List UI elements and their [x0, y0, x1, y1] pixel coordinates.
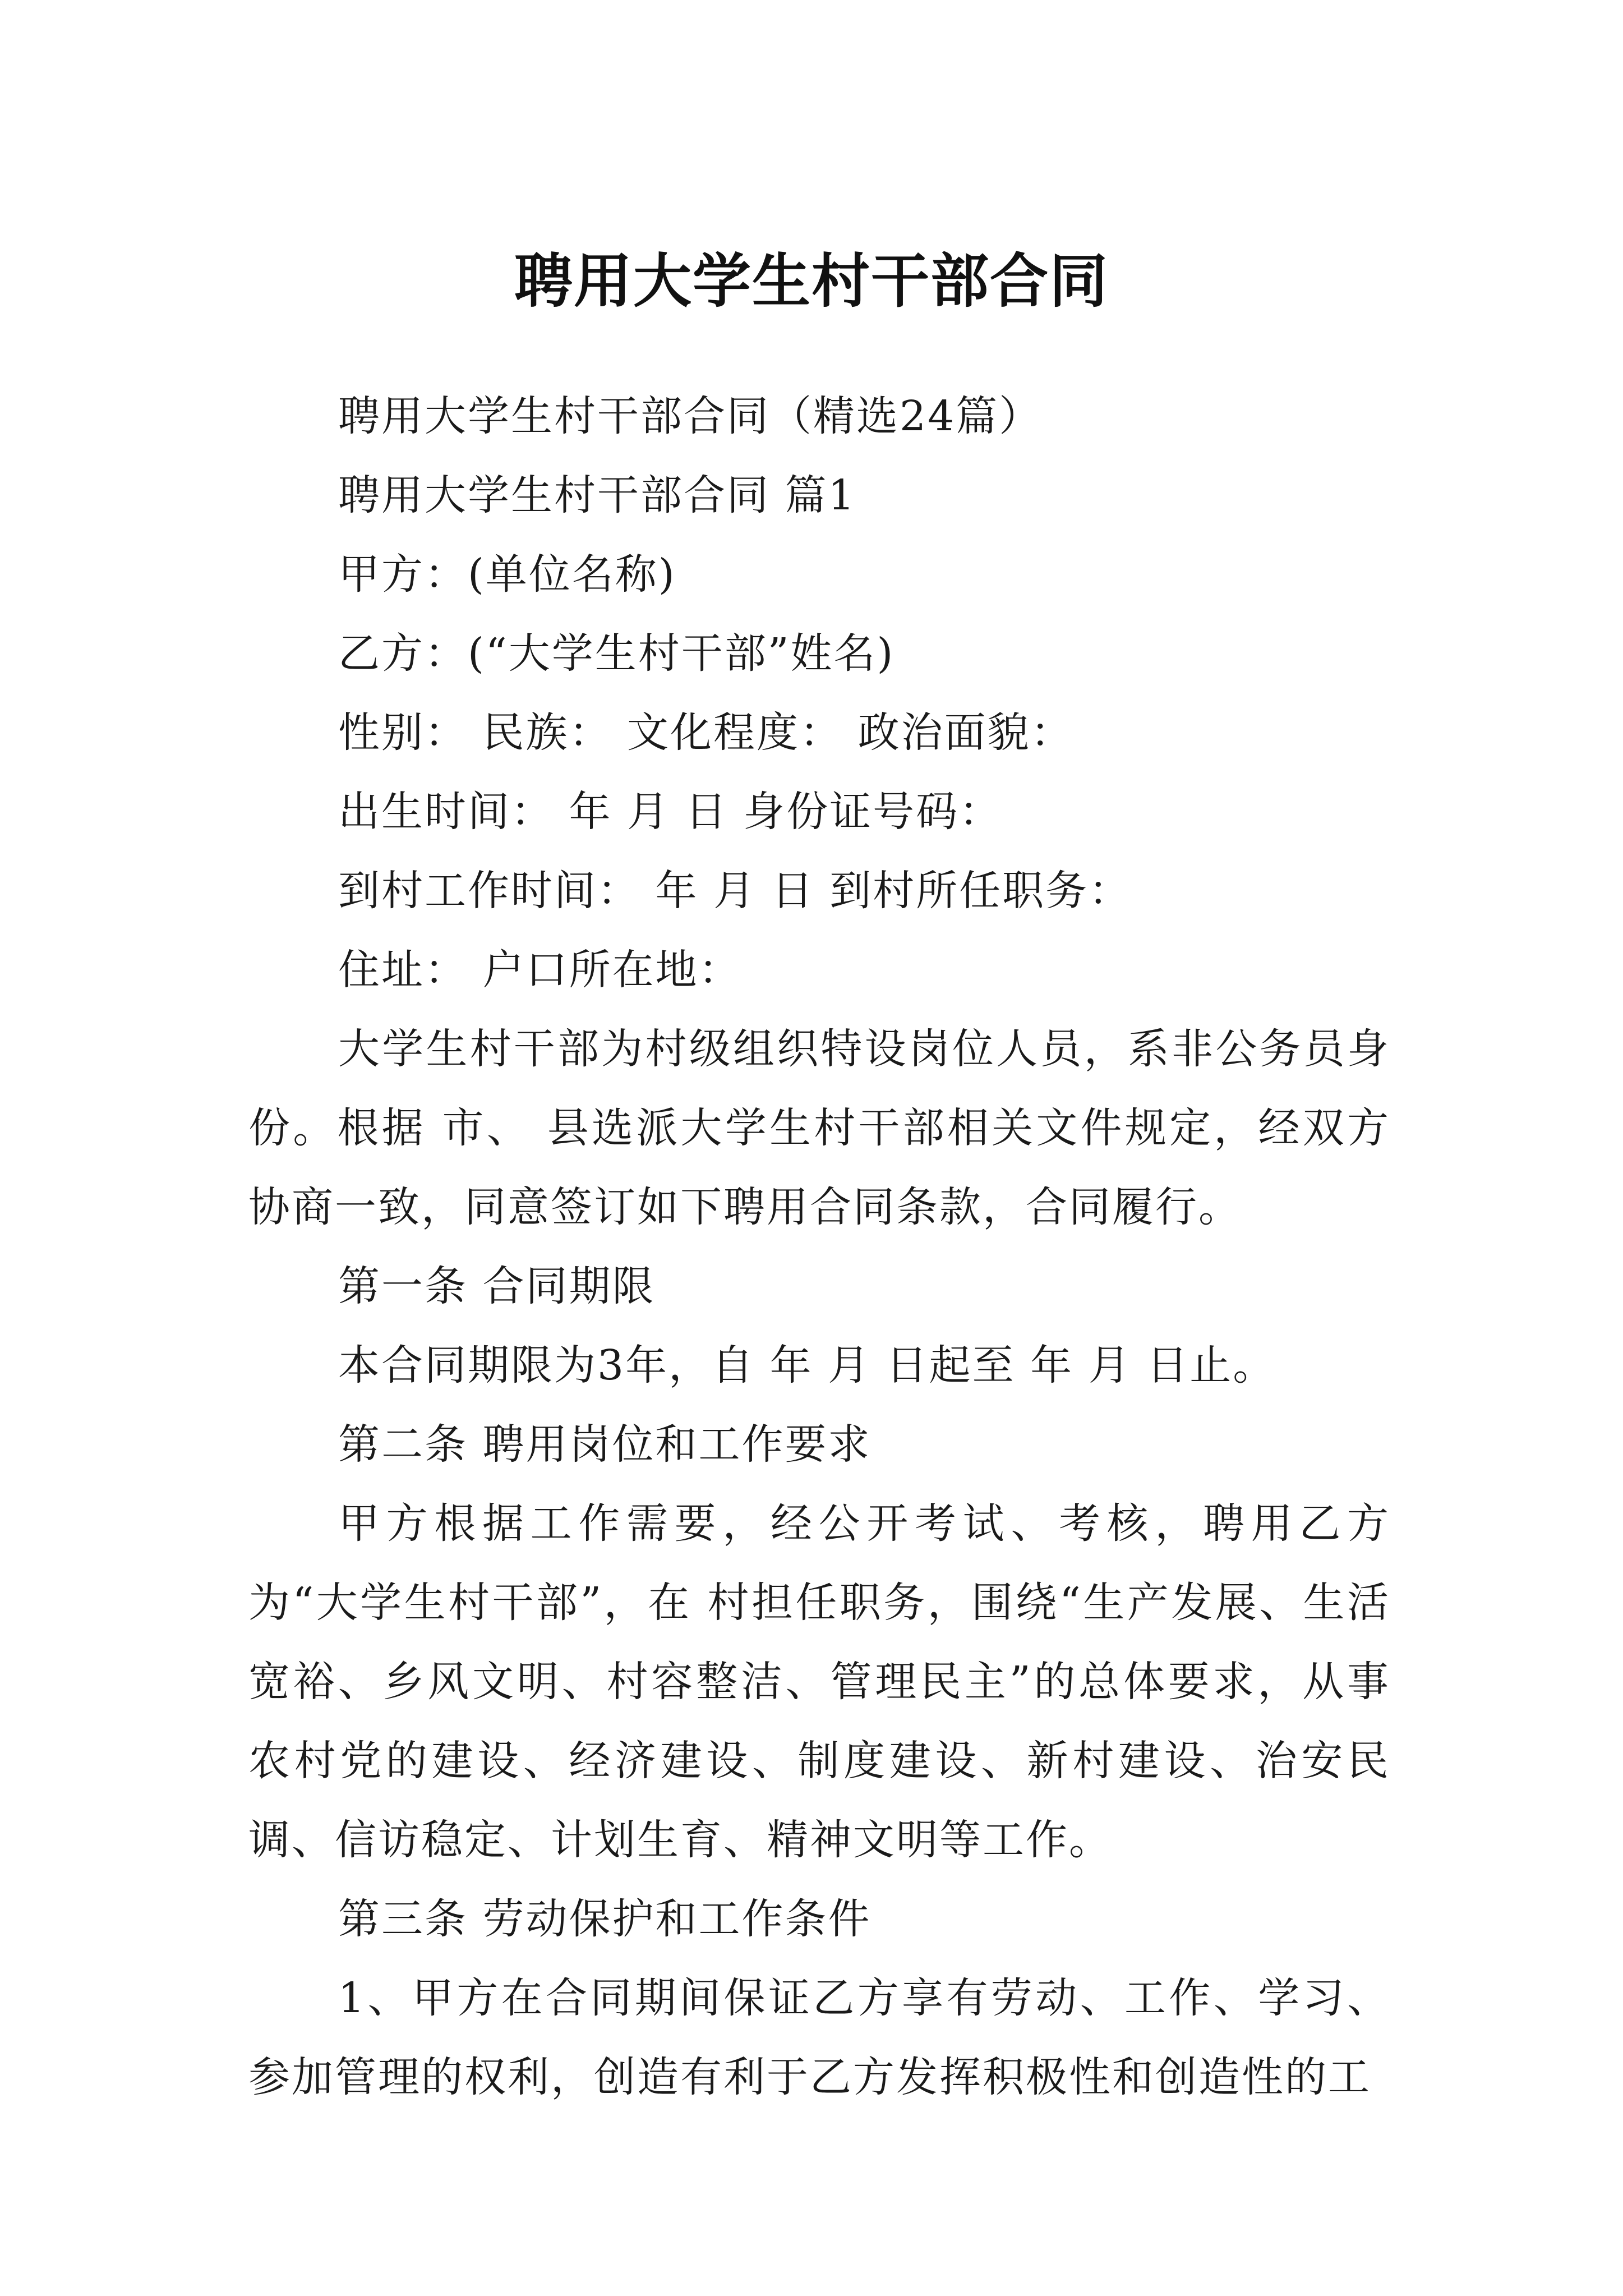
work-start-line: 到村工作时间： 年 月 日 到村所任职务：: [338, 867, 1132, 915]
address-line: 住址： 户口所在地：: [338, 946, 742, 994]
party-b-line: 乙方：(“大学生村干部”姓名): [338, 629, 895, 678]
personal-info-line: 性别： 民族： 文化程度： 政治面貌：: [338, 708, 1074, 757]
paragraph-preamble: 大学生村干部为村级组织特设岗位人员，系非公务员身份。根据 市、 县选派大学生村干部相关文件规定，经双方协商一致，同意签订如下聘用合同条款，合同履行。: [248, 1025, 1390, 1231]
article-3-heading: 第三条 劳动保护和工作条件: [338, 1895, 872, 1943]
party-a-line: 甲方：(单位名称): [338, 550, 676, 599]
article-1-heading: 第一条 合同期限: [338, 1262, 656, 1310]
article-2-body: 甲方根据工作需要，经公开考试、考核，聘用乙方为“大学生村干部”，在 村担任职务，围绕“生产发展、生活宽裕、乡风文明、村容整洁、管理民主”的总体要求，从事农村党的建设、经济建设、制度建设、新村建设、治安民调、信访稳定、计划生育、精神文明等工作。: [248, 1499, 1390, 1864]
paragraph-subtitle: 聘用大学生村干部合同（精选24篇）: [338, 392, 1043, 440]
article-1-body: 本合同期限为3年，自 年 月 日起至 年 月 日止。: [338, 1341, 1276, 1389]
paragraph-section-heading: 聘用大学生村干部合同 篇1: [338, 471, 856, 519]
article-2-heading: 第二条 聘用岗位和工作要求: [338, 1420, 872, 1469]
document-title: 聘用大学生村干部合同: [514, 246, 1109, 315]
birth-id-line: 出生时间： 年 月 日 身份证号码：: [338, 788, 1003, 836]
document-body: [248, 377, 1390, 2117]
article-3-item-1: 1、甲方在合同期间保证乙方享有劳动、工作、学习、参加管理的权利，创造有利于乙方发挥积极性和创造性的工: [248, 1974, 1390, 2101]
